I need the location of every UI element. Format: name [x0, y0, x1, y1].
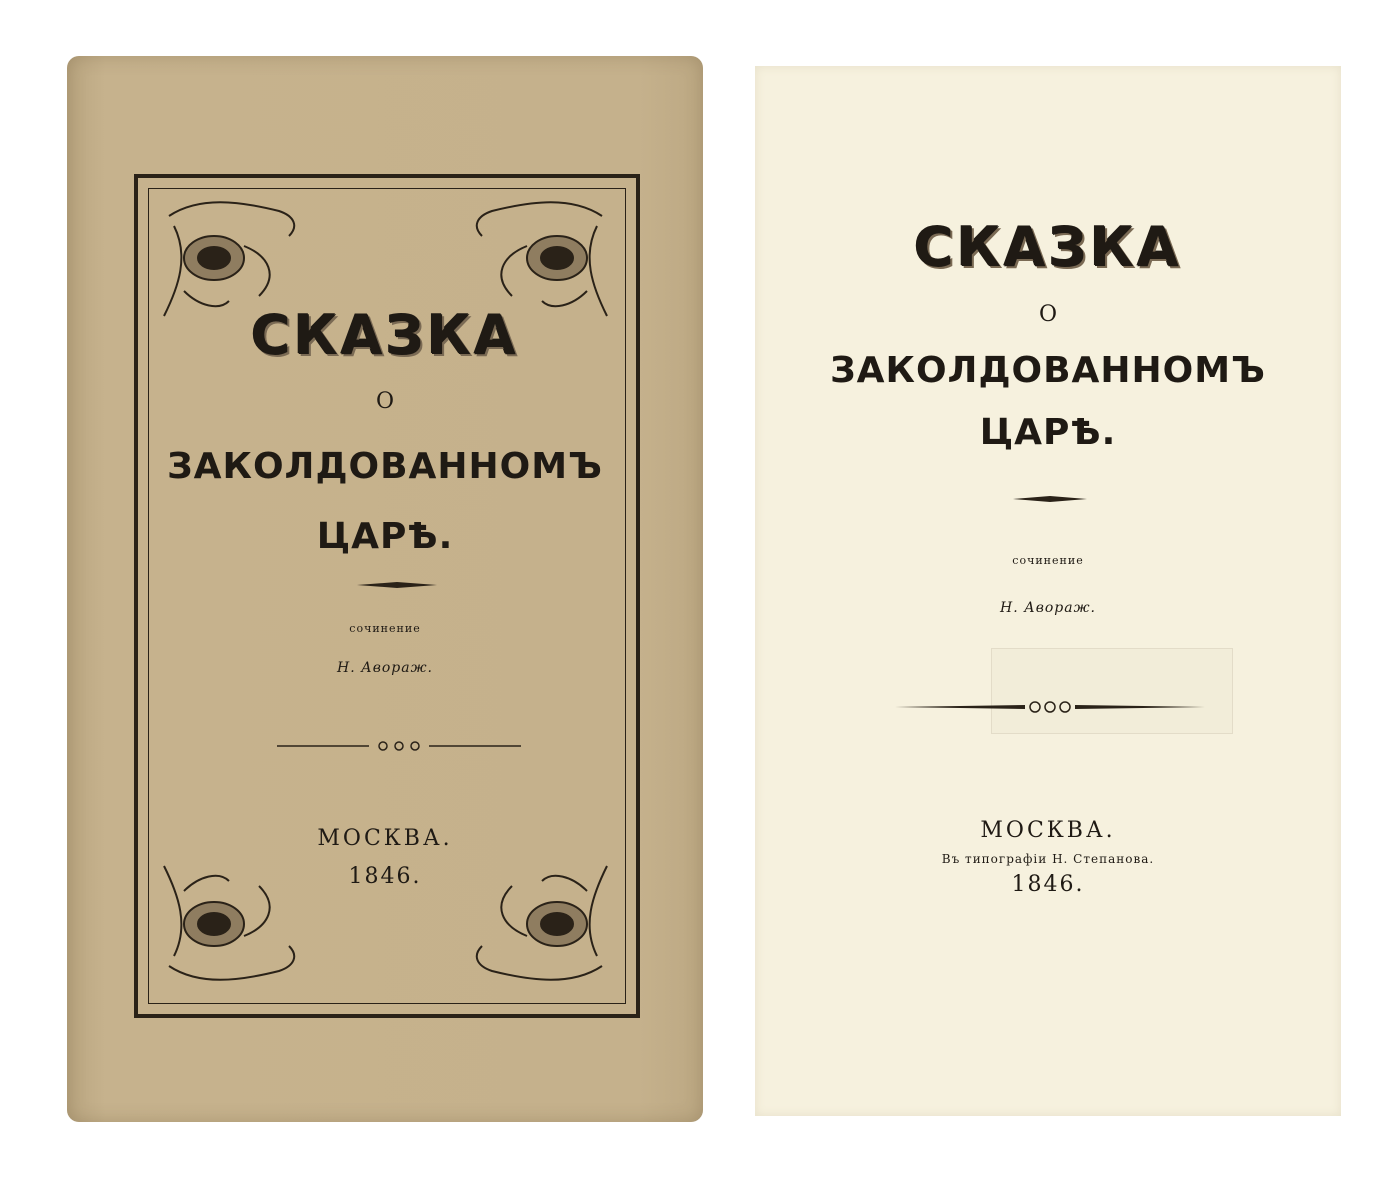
- cover-subject-2: ЦАРѢ.: [316, 516, 454, 557]
- cover-preposition: О: [375, 389, 395, 414]
- title-page-author: Н. Авораж.: [1000, 600, 1096, 616]
- cover-author: Н. Авораж.: [337, 660, 433, 676]
- title-page: [755, 66, 1341, 1116]
- title-page-title: СКАЗКА: [914, 216, 1182, 279]
- title-page-short-rule-icon: [1013, 494, 1087, 504]
- cover-short-rule-icon: [357, 580, 437, 590]
- faded-stamp: [991, 648, 1233, 734]
- cover-subject: ЗАКОЛДОВАННОМЪ: [167, 446, 603, 487]
- cover-byline-label: сочинение: [349, 622, 421, 635]
- title-page-year: 1846.: [1011, 872, 1085, 897]
- cover-title: СКАЗКА: [251, 304, 519, 367]
- title-page-preposition: О: [1038, 302, 1058, 327]
- cover-ornamental-rule-icon: [277, 740, 521, 752]
- title-page-subject-2: ЦАРѢ.: [979, 412, 1117, 453]
- cover-city: МОСКВА.: [317, 826, 453, 851]
- title-page-subject: ЗАКОЛДОВАННОМЪ: [830, 350, 1266, 391]
- title-page-byline-label: сочинение: [1012, 554, 1084, 567]
- cover-year: 1846.: [348, 864, 422, 889]
- title-page-ornamental-rule-icon: [895, 700, 1205, 714]
- book-cover: [67, 56, 703, 1122]
- title-page-printer: Въ типографіи Н. Степанова.: [941, 852, 1155, 866]
- title-page-city: МОСКВА.: [980, 818, 1116, 843]
